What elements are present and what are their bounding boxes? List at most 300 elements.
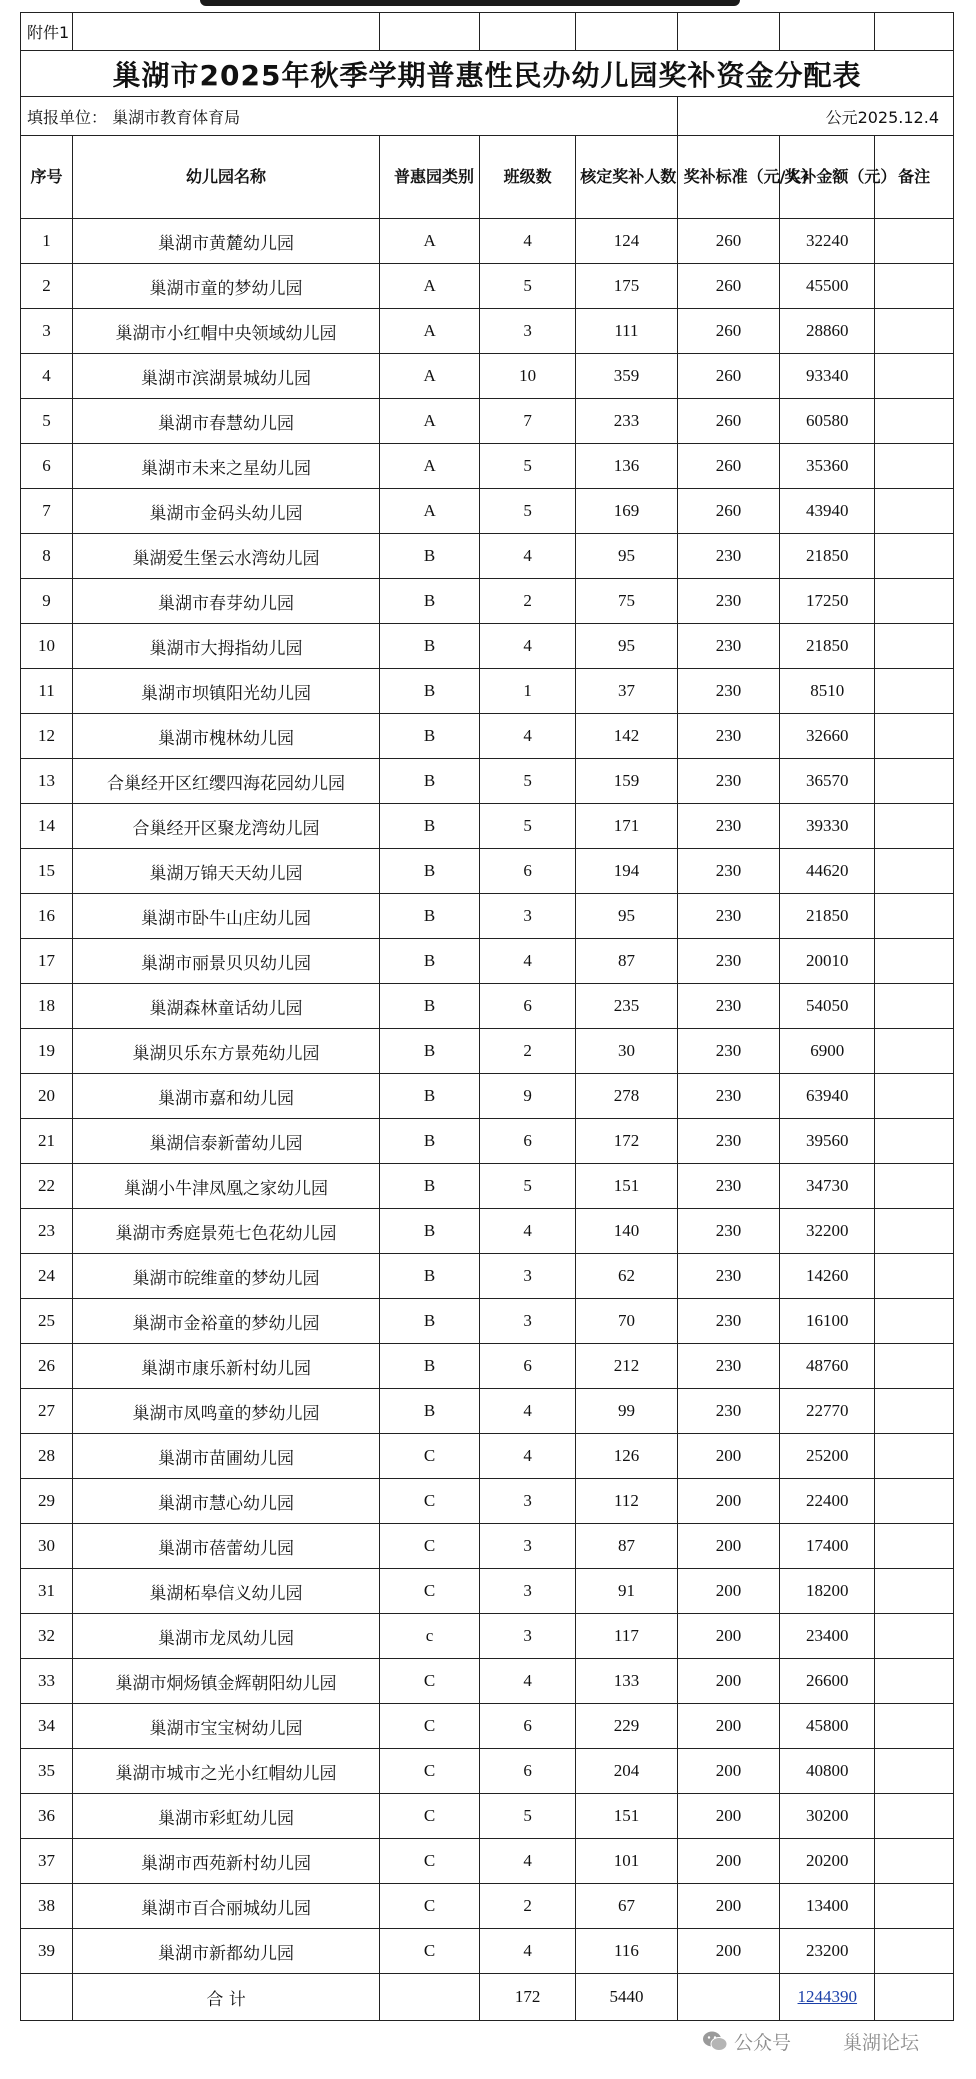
remark	[875, 984, 954, 1029]
subsidy-standard: 230	[677, 669, 780, 714]
blank-cell	[677, 13, 780, 51]
class-count: 3	[480, 1569, 576, 1614]
class-count: 9	[480, 1074, 576, 1119]
table-row	[21, 1389, 954, 1434]
category: B	[380, 1074, 480, 1119]
category: C	[380, 1659, 480, 1704]
row-index: 29	[21, 1479, 73, 1524]
table-row	[21, 1569, 954, 1614]
class-count: 4	[480, 714, 576, 759]
table-row	[21, 1839, 954, 1884]
kindergarten-name: 巢湖市春慧幼儿园	[73, 399, 380, 444]
kindergarten-name: 巢湖市春芽幼儿园	[73, 579, 380, 624]
subsidy-amount: 17250	[780, 579, 875, 624]
approved-count: 95	[576, 894, 677, 939]
class-count: 2	[480, 1884, 576, 1929]
remark	[875, 1344, 954, 1389]
row-index: 6	[21, 444, 73, 489]
table-row	[21, 309, 954, 354]
remark	[875, 1749, 954, 1794]
category: C	[380, 1749, 480, 1794]
category: B	[380, 1299, 480, 1344]
row-index: 36	[21, 1794, 73, 1839]
approved-count: 87	[576, 1524, 677, 1569]
approved-count: 95	[576, 534, 677, 579]
class-count: 4	[480, 939, 576, 984]
subsidy-amount: 16100	[780, 1299, 875, 1344]
subsidy-amount: 17400	[780, 1524, 875, 1569]
kindergarten-name: 巢湖市金码头幼儿园	[73, 489, 380, 534]
table-row	[21, 579, 954, 624]
class-count: 4	[480, 1209, 576, 1254]
subsidy-amount: 14260	[780, 1254, 875, 1299]
approved-count: 95	[576, 624, 677, 669]
row-index: 5	[21, 399, 73, 444]
remark	[875, 1299, 954, 1344]
table-row	[21, 894, 954, 939]
category: B	[380, 1254, 480, 1299]
row-index: 16	[21, 894, 73, 939]
table-row	[21, 624, 954, 669]
class-count: 6	[480, 849, 576, 894]
subsidy-amount: 44620	[780, 849, 875, 894]
subsidy-amount: 36570	[780, 759, 875, 804]
header-index: 序号	[21, 136, 73, 219]
table-row	[21, 1884, 954, 1929]
remark	[875, 1659, 954, 1704]
kindergarten-name: 巢湖市坝镇阳光幼儿园	[73, 669, 380, 714]
table-row	[21, 1299, 954, 1344]
remark	[875, 894, 954, 939]
category: B	[380, 1344, 480, 1389]
total-category	[380, 1974, 480, 2021]
kindergarten-name: 巢湖市小红帽中央领域幼儿园	[73, 309, 380, 354]
table-row	[21, 1614, 954, 1659]
class-count: 3	[480, 309, 576, 354]
reporting-unit	[21, 97, 678, 136]
header-amount: 奖补金额（元）	[780, 136, 875, 219]
row-index: 26	[21, 1344, 73, 1389]
table-row	[21, 939, 954, 984]
row-index: 23	[21, 1209, 73, 1254]
kindergarten-name: 巢湖市皖维童的梦幼儿园	[73, 1254, 380, 1299]
subsidy-amount: 45500	[780, 264, 875, 309]
approved-count: 140	[576, 1209, 677, 1254]
kindergarten-name: 巢湖市嘉和幼儿园	[73, 1074, 380, 1119]
total-index	[21, 1974, 73, 2021]
approved-count: 151	[576, 1164, 677, 1209]
class-count: 6	[480, 1704, 576, 1749]
subsidy-amount: 25200	[780, 1434, 875, 1479]
table-row	[21, 714, 954, 759]
subsidy-amount: 54050	[780, 984, 875, 1029]
allocation-table	[20, 12, 954, 2021]
remark	[875, 849, 954, 894]
category: C	[380, 1524, 480, 1569]
watermark-text-left: 公众号	[734, 2031, 792, 2054]
header-name: 幼儿园名称	[73, 136, 380, 219]
category: C	[380, 1434, 480, 1479]
approved-count: 159	[576, 759, 677, 804]
category: C	[380, 1884, 480, 1929]
row-index: 37	[21, 1839, 73, 1884]
subsidy-amount: 8510	[780, 669, 875, 714]
kindergarten-name: 巢湖爱生堡云水湾幼儿园	[73, 534, 380, 579]
approved-count: 229	[576, 1704, 677, 1749]
table-row	[21, 1119, 954, 1164]
approved-count: 126	[576, 1434, 677, 1479]
class-count: 4	[480, 1929, 576, 1974]
subsidy-standard: 200	[677, 1839, 780, 1884]
total-label: 合 计	[73, 1974, 380, 2021]
subsidy-amount: 35360	[780, 444, 875, 489]
remark	[875, 399, 954, 444]
subsidy-standard: 230	[677, 1299, 780, 1344]
category: C	[380, 1704, 480, 1749]
subsidy-standard: 230	[677, 1074, 780, 1119]
unit-row	[21, 97, 954, 136]
subsidy-amount: 34730	[780, 1164, 875, 1209]
subsidy-amount: 20010	[780, 939, 875, 984]
row-index: 27	[21, 1389, 73, 1434]
class-count: 3	[480, 1524, 576, 1569]
row-index: 17	[21, 939, 73, 984]
row-index: 12	[21, 714, 73, 759]
category: A	[380, 264, 480, 309]
table-row	[21, 1659, 954, 1704]
remark	[875, 939, 954, 984]
subsidy-amount: 18200	[780, 1569, 875, 1614]
subsidy-amount: 22770	[780, 1389, 875, 1434]
subsidy-standard: 260	[677, 309, 780, 354]
table-row	[21, 1479, 954, 1524]
subsidy-amount: 93340	[780, 354, 875, 399]
page-title: 巢湖市2025年秋季学期普惠性民办幼儿园奖补资金分配表	[21, 51, 954, 97]
class-count: 4	[480, 1434, 576, 1479]
class-count: 4	[480, 624, 576, 669]
remark	[875, 264, 954, 309]
row-index: 24	[21, 1254, 73, 1299]
subsidy-standard: 200	[677, 1614, 780, 1659]
attachment-label: 附件1	[21, 13, 73, 51]
approved-count: 172	[576, 1119, 677, 1164]
approved-count: 136	[576, 444, 677, 489]
row-index: 32	[21, 1614, 73, 1659]
category: B	[380, 1164, 480, 1209]
subsidy-standard: 200	[677, 1569, 780, 1614]
subsidy-standard: 200	[677, 1479, 780, 1524]
kindergarten-name: 巢湖市卧牛山庄幼儿园	[73, 894, 380, 939]
kindergarten-name: 巢湖市慧心幼儿园	[73, 1479, 380, 1524]
class-count: 4	[480, 219, 576, 264]
approved-count: 101	[576, 1839, 677, 1884]
approved-count: 112	[576, 1479, 677, 1524]
remark	[875, 804, 954, 849]
subsidy-standard: 200	[677, 1794, 780, 1839]
row-index: 2	[21, 264, 73, 309]
remark	[875, 1569, 954, 1614]
table-row	[21, 984, 954, 1029]
approved-count: 133	[576, 1659, 677, 1704]
watermark	[702, 2026, 919, 2056]
category: B	[380, 1209, 480, 1254]
class-count: 10	[480, 354, 576, 399]
kindergarten-name: 巢湖市蓓蕾幼儿园	[73, 1524, 380, 1569]
subsidy-standard: 230	[677, 624, 780, 669]
subsidy-amount: 26600	[780, 1659, 875, 1704]
approved-count: 175	[576, 264, 677, 309]
remark	[875, 624, 954, 669]
category: B	[380, 804, 480, 849]
total-amount: 1244390	[780, 1974, 875, 2021]
remark	[875, 1389, 954, 1434]
subsidy-standard: 230	[677, 939, 780, 984]
subsidy-amount: 45800	[780, 1704, 875, 1749]
title-row	[21, 51, 954, 97]
category: A	[380, 444, 480, 489]
header-count: 核定奖补人数	[576, 136, 677, 219]
category: B	[380, 534, 480, 579]
approved-count: 142	[576, 714, 677, 759]
kindergarten-name: 巢湖市彩虹幼儿园	[73, 1794, 380, 1839]
class-count: 3	[480, 1614, 576, 1659]
subsidy-standard: 260	[677, 399, 780, 444]
remark	[875, 1884, 954, 1929]
subsidy-standard: 230	[677, 804, 780, 849]
category: B	[380, 579, 480, 624]
table-row	[21, 1164, 954, 1209]
kindergarten-name: 巢湖市槐林幼儿园	[73, 714, 380, 759]
subsidy-amount: 6900	[780, 1029, 875, 1074]
class-count: 5	[480, 759, 576, 804]
row-index: 15	[21, 849, 73, 894]
class-count: 5	[480, 444, 576, 489]
row-index: 14	[21, 804, 73, 849]
class-count: 6	[480, 1119, 576, 1164]
subsidy-standard: 230	[677, 1254, 780, 1299]
subsidy-standard: 230	[677, 849, 780, 894]
category: A	[380, 219, 480, 264]
kindergarten-name: 巢湖小牛津凤凰之家幼儿园	[73, 1164, 380, 1209]
table-row	[21, 1704, 954, 1749]
class-count: 6	[480, 984, 576, 1029]
subsidy-standard: 230	[677, 1209, 780, 1254]
reporting-unit-name: 巢湖市教育体育局	[112, 107, 241, 127]
kindergarten-name: 巢湖市烔炀镇金辉朝阳幼儿园	[73, 1659, 380, 1704]
category: B	[380, 1119, 480, 1164]
subsidy-amount: 21850	[780, 624, 875, 669]
category: A	[380, 354, 480, 399]
kindergarten-name: 巢湖市宝宝树幼儿园	[73, 1704, 380, 1749]
approved-count: 151	[576, 1794, 677, 1839]
table-row	[21, 1434, 954, 1479]
approved-count: 235	[576, 984, 677, 1029]
remark	[875, 1119, 954, 1164]
remark	[875, 1524, 954, 1569]
remark	[875, 1839, 954, 1884]
class-count: 5	[480, 804, 576, 849]
row-index: 22	[21, 1164, 73, 1209]
report-date: 公元2025.12.4	[677, 97, 953, 136]
approved-count: 124	[576, 219, 677, 264]
approved-count: 116	[576, 1929, 677, 1974]
subsidy-amount: 32660	[780, 714, 875, 759]
row-index: 8	[21, 534, 73, 579]
subsidy-standard: 230	[677, 984, 780, 1029]
class-count: 4	[480, 534, 576, 579]
remark	[875, 714, 954, 759]
row-index: 18	[21, 984, 73, 1029]
remark	[875, 309, 954, 354]
subsidy-standard: 200	[677, 1704, 780, 1749]
table-row	[21, 1794, 954, 1839]
blank-cell	[480, 13, 576, 51]
approved-count: 117	[576, 1614, 677, 1659]
kindergarten-name: 巢湖市丽景贝贝幼儿园	[73, 939, 380, 984]
reporting-unit-label: 填报单位：	[27, 107, 108, 127]
subsidy-amount: 20200	[780, 1839, 875, 1884]
remark	[875, 444, 954, 489]
table-row	[21, 804, 954, 849]
category: C	[380, 1839, 480, 1884]
table-row	[21, 1029, 954, 1074]
remark	[875, 1479, 954, 1524]
total-remark	[875, 1974, 954, 2021]
subsidy-standard: 260	[677, 489, 780, 534]
approved-count: 169	[576, 489, 677, 534]
approved-count: 70	[576, 1299, 677, 1344]
device-notch	[200, 0, 740, 6]
watermark-text-right: 巢湖论坛	[843, 2031, 920, 2054]
row-index: 11	[21, 669, 73, 714]
header-category: 普惠园类别	[380, 136, 480, 219]
row-index: 10	[21, 624, 73, 669]
class-count: 4	[480, 1389, 576, 1434]
approved-count: 111	[576, 309, 677, 354]
approved-count: 171	[576, 804, 677, 849]
category: c	[380, 1614, 480, 1659]
remark	[875, 1254, 954, 1299]
kindergarten-name: 巢湖市城市之光小红帽幼儿园	[73, 1749, 380, 1794]
approved-count: 278	[576, 1074, 677, 1119]
wechat-icon	[702, 2030, 728, 2052]
approved-count: 91	[576, 1569, 677, 1614]
remark	[875, 1614, 954, 1659]
kindergarten-name: 巢湖万锦天天幼儿园	[73, 849, 380, 894]
category: B	[380, 1029, 480, 1074]
subsidy-standard: 230	[677, 579, 780, 624]
kindergarten-name: 巢湖市秀庭景苑七色花幼儿园	[73, 1209, 380, 1254]
class-count: 4	[480, 1839, 576, 1884]
kindergarten-name: 巢湖森林童话幼儿园	[73, 984, 380, 1029]
subsidy-standard: 230	[677, 534, 780, 579]
row-index: 21	[21, 1119, 73, 1164]
remark	[875, 1074, 954, 1119]
subsidy-standard: 200	[677, 1884, 780, 1929]
subsidy-amount: 28860	[780, 309, 875, 354]
row-index: 28	[21, 1434, 73, 1479]
kindergarten-name: 巢湖市滨湖景城幼儿园	[73, 354, 380, 399]
class-count: 2	[480, 579, 576, 624]
subsidy-standard: 260	[677, 444, 780, 489]
subsidy-amount: 40800	[780, 1749, 875, 1794]
subsidy-amount: 43940	[780, 489, 875, 534]
total-row	[21, 1974, 954, 2021]
table-row	[21, 1254, 954, 1299]
category: B	[380, 624, 480, 669]
subsidy-standard: 200	[677, 1749, 780, 1794]
category: B	[380, 939, 480, 984]
total-count: 5440	[576, 1974, 677, 2021]
subsidy-standard: 230	[677, 1344, 780, 1389]
remark	[875, 1029, 954, 1074]
kindergarten-name: 巢湖市大拇指幼儿园	[73, 624, 380, 669]
table-row	[21, 489, 954, 534]
class-count: 4	[480, 1659, 576, 1704]
approved-count: 30	[576, 1029, 677, 1074]
row-index: 34	[21, 1704, 73, 1749]
subsidy-amount: 32200	[780, 1209, 875, 1254]
approved-count: 194	[576, 849, 677, 894]
table-row	[21, 1209, 954, 1254]
category: B	[380, 1389, 480, 1434]
approved-count: 87	[576, 939, 677, 984]
subsidy-standard: 230	[677, 714, 780, 759]
kindergarten-name: 巢湖市凤鸣童的梦幼儿园	[73, 1389, 380, 1434]
kindergarten-name: 巢湖市新都幼儿园	[73, 1929, 380, 1974]
remark	[875, 534, 954, 579]
subsidy-standard: 230	[677, 1119, 780, 1164]
kindergarten-name: 合巢经开区红缨四海花园幼儿园	[73, 759, 380, 804]
subsidy-standard: 200	[677, 1929, 780, 1974]
subsidy-standard: 260	[677, 219, 780, 264]
subsidy-amount: 39560	[780, 1119, 875, 1164]
approved-count: 62	[576, 1254, 677, 1299]
table-row	[21, 1524, 954, 1569]
table-row	[21, 399, 954, 444]
remark	[875, 354, 954, 399]
remark	[875, 1794, 954, 1839]
class-count: 6	[480, 1749, 576, 1794]
remark	[875, 489, 954, 534]
category: B	[380, 984, 480, 1029]
table-row	[21, 534, 954, 579]
subsidy-amount: 13400	[780, 1884, 875, 1929]
table-row	[21, 1074, 954, 1119]
row-index: 19	[21, 1029, 73, 1074]
subsidy-amount: 48760	[780, 1344, 875, 1389]
subsidy-standard: 230	[677, 894, 780, 939]
table-row	[21, 354, 954, 399]
subsidy-standard: 230	[677, 1389, 780, 1434]
approved-count: 67	[576, 1884, 677, 1929]
table-row	[21, 669, 954, 714]
remark	[875, 1929, 954, 1974]
remark	[875, 1164, 954, 1209]
blank-cell	[380, 13, 480, 51]
category: A	[380, 309, 480, 354]
approved-count: 359	[576, 354, 677, 399]
subsidy-amount: 63940	[780, 1074, 875, 1119]
class-count: 5	[480, 1164, 576, 1209]
category: A	[380, 489, 480, 534]
approved-count: 99	[576, 1389, 677, 1434]
blank-cell	[576, 13, 677, 51]
table-row	[21, 264, 954, 309]
category: B	[380, 669, 480, 714]
class-count: 5	[480, 1794, 576, 1839]
kindergarten-name: 巢湖信泰新蕾幼儿园	[73, 1119, 380, 1164]
